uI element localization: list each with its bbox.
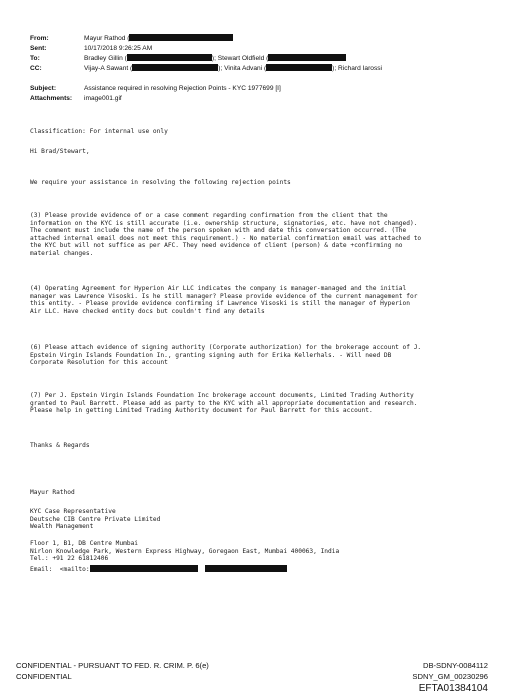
- from-label: From:: [30, 35, 49, 42]
- redaction-bar: [127, 54, 212, 61]
- subject-label: Subject:: [30, 85, 57, 92]
- subject-value: Assistance required in resolving Rejection Points - KYC 1977699 [I]: [84, 85, 281, 92]
- email-label: Email: <mailto:: [30, 566, 90, 573]
- footer-db-bates: DB-SDNY-0084112: [422, 661, 488, 670]
- address-block: Floor 1, B1, DB Centre Mumbai Nirlon Knowledge Park, Western Express Highway, Goregaon East, Mumbai 400063, India Tel.: +91 22 61812406: [30, 540, 340, 563]
- rejection-point-3: (3) Please provide evidence of or a case comment regarding confirmation from the client that the information on the KYC is still accurate (i.e. ownership structure, signatories, etc. have not changed). The comment must include the name of the person spoken with and date this conversation occurred. (The attached internal email does not meet this requirement.) - No material confirmation email was attached to the KYC but will not suffice as per AFC. They need evidence of client (person) & date +confirming no material changes.: [30, 212, 422, 257]
- redaction-bar: [266, 64, 332, 71]
- footer-confidential: CONFIDENTIAL: [16, 672, 72, 681]
- redaction-bar: [268, 54, 346, 61]
- signature-name: Mayur Rathod: [30, 489, 75, 496]
- footer-confidential-rule: CONFIDENTIAL - PURSUANT TO FED. R. CRIM. P. 6(e): [16, 661, 209, 670]
- signature-block: KYC Case Representative Deutsche CIB Centre Private Limited Wealth Management: [30, 508, 161, 531]
- redaction-bar: [205, 565, 287, 572]
- cc-recipient-1: Vijay-A Sawant (: [84, 65, 133, 72]
- to-recipient-1: Bradley Gillin (: [84, 55, 127, 62]
- redaction-bar: [90, 565, 198, 572]
- rejection-point-7: (7) Per J. Epstein Virgin Islands Foundation Inc brokerage account documents, Limited Trading Authority granted to Paul Barrett. Please add as party to the KYC with all appropriate documentation and research. Please help in getting Limited Trading Authority document for Paul Barrett for this account.: [30, 392, 418, 415]
- sent-value: 10/17/2018 9:26:25 AM: [84, 45, 153, 52]
- from-value: Mayur Rathod (: [84, 35, 130, 42]
- classification: Classification: For internal use only: [30, 128, 168, 135]
- rejection-point-4: (4) Operating Agreement for Hyperion Air LLC indicates the company is manager-managed and the initial manager was Lawrence Visoski. Is he still manager? Please provide evidence of the current management for this entity. - Please provide evidence confirming if Lawrence Visoski is still the manager of Hyperion Air LLC. Have checked entity docs but couldn't find any details: [30, 285, 418, 315]
- attachments-label: Attachments:: [30, 95, 73, 102]
- greeting: Hi Brad/Stewart,: [30, 148, 90, 155]
- cc-recipient-2: ); Vinita Advani (: [218, 65, 267, 72]
- rejection-point-6: (6) Please attach evidence of signing authority (Corporate authorization) for the brokerage account of J. Epstein Virgin Islands Foundation In., granting signing auth for Erika Kellerhals. - Will need DB Corporate Resolution for this account: [30, 344, 422, 367]
- footer-sdny-bates: SDNY_GM_00230296: [412, 672, 488, 681]
- redaction-bar: [132, 64, 218, 71]
- to-label: To:: [30, 55, 40, 62]
- closing: Thanks & Regards: [30, 442, 90, 449]
- cc-label: CC:: [30, 65, 42, 72]
- email-line: [30, 565, 287, 574]
- redaction-bar: [129, 34, 233, 41]
- to-recipient-2: ); Stewart Oldfield (: [211, 55, 269, 62]
- efta-bates: EFTA01384104: [418, 683, 488, 694]
- attachment-file: image001.gif: [84, 95, 122, 102]
- cc-recipient-3: ); Richard Iarossi: [332, 65, 383, 72]
- sent-label: Sent:: [30, 45, 47, 52]
- intro-text: We require your assistance in resolving the following rejection points: [30, 179, 291, 186]
